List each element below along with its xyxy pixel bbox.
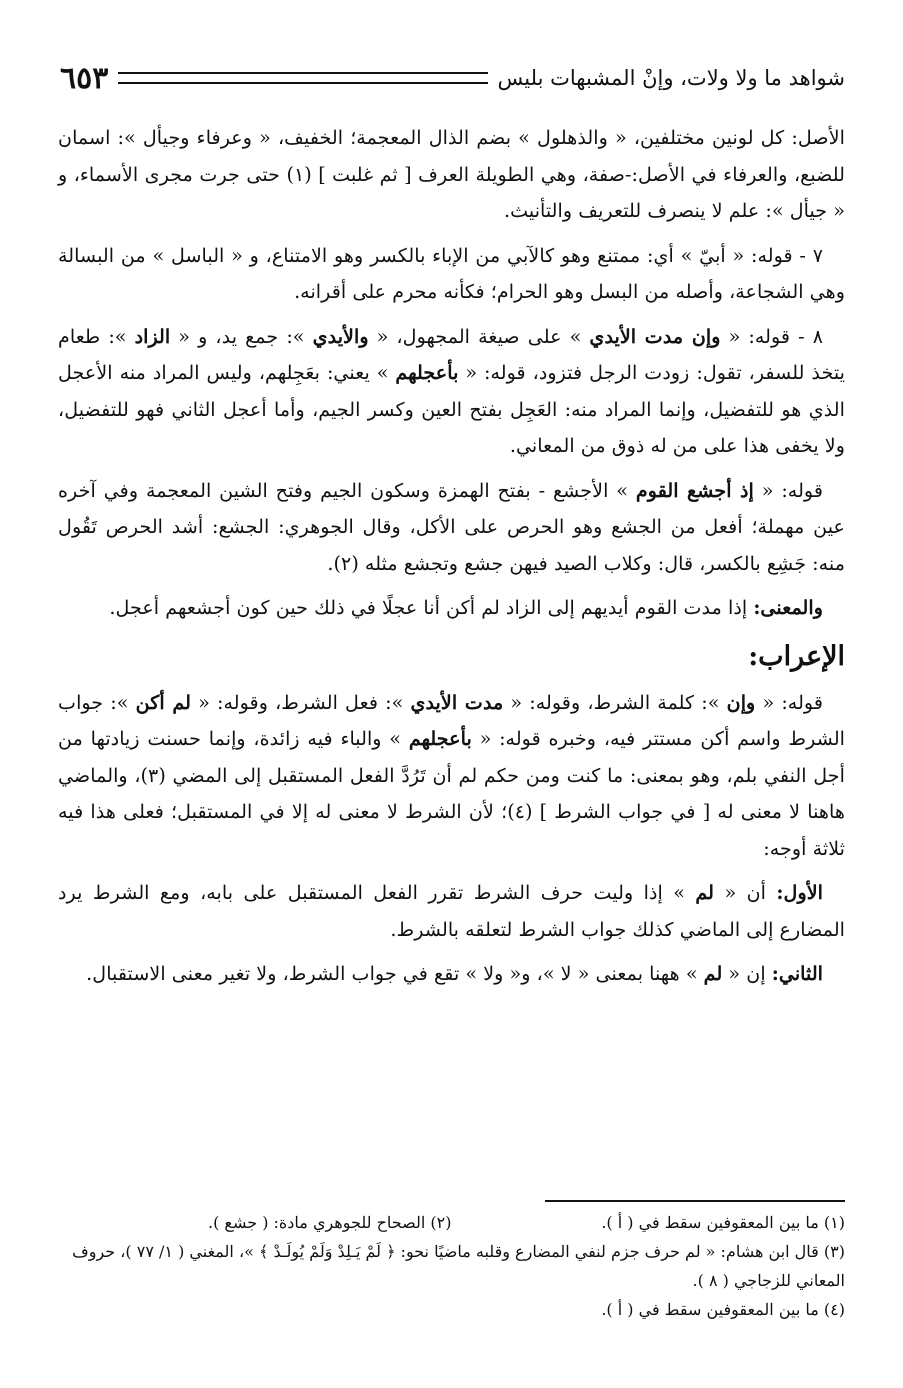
quoted-term: وإن مدت الأيدي bbox=[589, 324, 721, 348]
running-header bbox=[60, 60, 845, 96]
quoted-term: وإن bbox=[726, 690, 756, 714]
paragraph bbox=[58, 319, 845, 465]
quoted-term: الزاد bbox=[134, 324, 171, 348]
quoted-term: والأيدي bbox=[312, 324, 369, 348]
text-run: » ههنا بمعنى « لا »، و« ولا » تقع في جواب الشرط، ولا تغير معنى الاستقبال. bbox=[86, 962, 704, 985]
text-run: قوله: « bbox=[755, 690, 824, 714]
footnote-separator bbox=[545, 1200, 845, 1202]
text-run: » على صيغة المجهول، « bbox=[368, 324, 590, 348]
paragraph bbox=[58, 875, 845, 948]
footnote-4: (٤) ما بين المعقوفين سقط في ( أ ). bbox=[601, 1300, 845, 1319]
section-heading: الإعراب: bbox=[748, 640, 845, 672]
lead-term: الثاني: bbox=[771, 962, 823, 985]
footnote-3: (٣) قال ابن هشام: « لم حرف جزم لنفي المضارع وقلبه ماضيًا نحو: ﴿ لَمْ يَـلِدْ وَلَمْ يُولَـدْ ﴾ »، المغني ( ١/ ٧٧ )، حروف المعاني للزجاجي ( ٨ ). bbox=[72, 1242, 845, 1290]
footnote-1: (١) ما بين المعقوفين سقط في ( أ ). bbox=[601, 1213, 845, 1232]
quoted-term: لم bbox=[695, 881, 715, 904]
text-run: ٨ - قوله: « bbox=[720, 324, 823, 348]
quoted-term: لم bbox=[703, 962, 723, 985]
paragraph bbox=[58, 685, 845, 868]
quoted-term: مدت الأيدي bbox=[410, 690, 504, 714]
text-run: »: جواب الشرط واسم أكن مستتر فيه، وخبره قوله: « bbox=[58, 690, 845, 750]
footnote-row bbox=[58, 1208, 845, 1237]
paragraph bbox=[58, 590, 845, 627]
page-number: ٦٥٣ bbox=[60, 60, 109, 96]
text-run: » إذا وليت حرف الشرط تقرر الفعل المستقبل على بابه، ومع الشرط يرد المضارع إلى الماضي كذلك جواب الشرط لتعلقه بالشرط. bbox=[58, 881, 845, 941]
paragraph bbox=[58, 956, 845, 993]
lead-term: والمعنى: bbox=[753, 596, 823, 619]
text-run: »: طعام يتخذ للسفر، تقول: زودت الرجل فتزود، قوله: « bbox=[58, 324, 845, 384]
text-run: »: فعل الشرط، وقوله: « bbox=[191, 690, 411, 714]
text-run: إن « bbox=[722, 962, 772, 985]
quoted-term: بأعجلهم bbox=[408, 727, 472, 750]
text-run: قوله: « bbox=[753, 478, 823, 502]
paragraph bbox=[58, 473, 845, 583]
quoted-term: إذ أجشع القوم bbox=[635, 478, 754, 502]
footnotes bbox=[58, 1208, 845, 1324]
header-double-rule bbox=[118, 72, 487, 84]
text-run: أن « bbox=[714, 881, 777, 904]
quoted-term: لم أكن bbox=[135, 690, 192, 714]
paragraph: ٧ - قوله: « أبيّ » أي: ممتنع وهو كالآبي من الإباء بالكسر وهو الامتناع، و « الباسل » من البسالة وهي الشجاعة، وأصله من البسل وهو الحرام؛ فكأنه محرم على أقرانه. bbox=[58, 243, 845, 303]
text-run: »: كلمة الشرط، وقوله: « bbox=[503, 690, 727, 714]
text-run: »: جمع يد، و « bbox=[170, 324, 313, 348]
text-run: » يعني: بعَجِلهم، وليس المراد منه الأعجل الذي هو للتفضيل، وإنما المراد منه: العَجِل بفتح العين وكسر الجيم، وأما أعجل الثاني فهو للتفضيل، ولا يخفى هذا على من له ذوق من المعاني. bbox=[58, 361, 845, 457]
text-run: إذا مدت القوم أيديهم إلى الزاد لم أكن أنا عجلًا في ذلك حين كون أجشعهم أعجل. bbox=[109, 596, 754, 619]
paragraph: الأصل: كل لونين مختلفين، « والذهلول » بضم الذال المعجمة؛ الخفيف، « وعرفاء وجيأل »: اسمان للضبع، والعرفاء في الأصل:-صفة، وهي الطويلة العرف [ ثم غلبت ] (١) حتى جرت مجرى الأسماء، و « جيأل »: علم لا ينصرف للتعريف والتأنيث. bbox=[58, 126, 845, 222]
quoted-term: بأعجلهم bbox=[395, 361, 459, 384]
running-title: شواهد ما ولا ولات، وإنْ المشبهات بليس bbox=[497, 66, 845, 90]
text-run: » والباء فيه زائدة، وإنما حسنت زيادتها من أجل النفي بلم، وهو بمعنى: ما كنت ومن حكم لم أن تَرُدَّ الفعل المستقبل إلى المضي (٣)، والماضي هاهنا لا معنى له [ في جواب الشرط ] (٤)؛ لأن الشرط لا معنى له إلا في المستقبل؛ فعلى هذا فيه ثلاثة أوجه: bbox=[58, 727, 845, 860]
footnote-2: (٢) الصحاح للجوهري مادة: ( جشع ). bbox=[208, 1213, 452, 1232]
text-run: » الأجشع - بفتح الهمزة وسكون الجيم وفتح الشين المعجمة وفي آخره عين مهملة؛ أفعل من الجشع وهو الحرص على الأكل، وقال الجوهري: الجشع: أشد الحرص تَقُول منه: جَشِع بالكسر، قال: وكلاب الصيد فيهن جشع وتجشع مثله (٢). bbox=[58, 478, 845, 575]
main-text bbox=[58, 120, 845, 1001]
lead-term: الأول: bbox=[776, 881, 823, 904]
